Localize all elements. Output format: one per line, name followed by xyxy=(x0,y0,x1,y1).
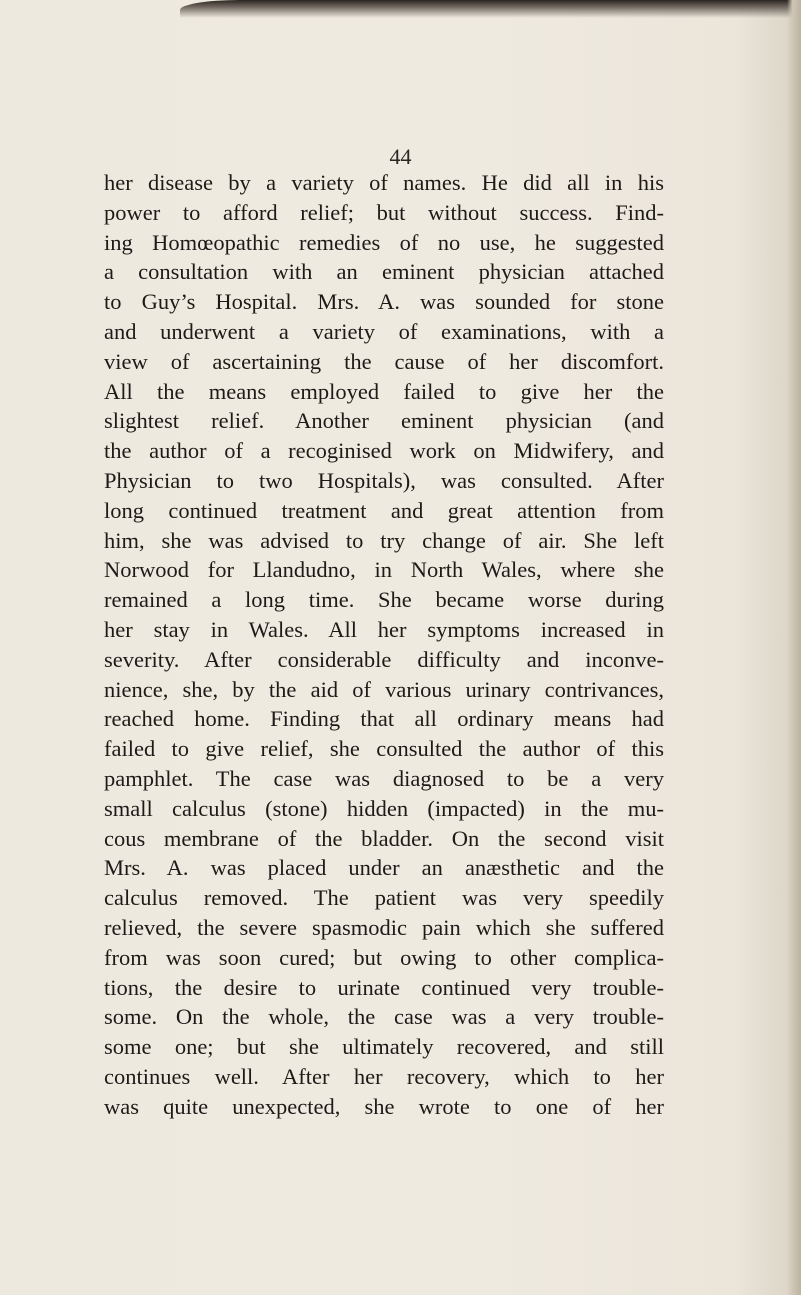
text-line: calculus removed. The patient was very speedily xyxy=(104,885,664,911)
body-text xyxy=(104,168,664,1122)
text-line: to Guy’s Hospital. Mrs. A. was sounded for stone xyxy=(104,289,664,315)
text-line: her stay in Wales. All her symptoms increased in xyxy=(104,616,664,642)
text-line: failed to give relief, she consulted the author of this xyxy=(104,736,664,762)
text-line: and underwent a variety of examinations, with a xyxy=(104,318,664,344)
text-line: relieved, the severe spasmodic pain which she suffered xyxy=(104,914,664,940)
text-line: ing Homœopathic remedies of no use, he suggested xyxy=(104,229,664,255)
text-line: continues well. After her recovery, which to her xyxy=(104,1063,664,1089)
text-line: small calculus (stone) hidden (impacted) in the mu- xyxy=(104,795,664,821)
text-line: view of ascertaining the cause of her discomfort. xyxy=(104,348,664,374)
text-line: slightest relief. Another eminent physician (and xyxy=(104,408,664,434)
page-right-edge xyxy=(787,0,801,1295)
text-line: All the means employed failed to give her the xyxy=(104,378,664,404)
text-line: Norwood for Llandudno, in North Wales, where she xyxy=(104,557,664,583)
text-line: him, she was advised to try change of air. She left xyxy=(104,527,664,553)
page-top-shadow xyxy=(180,0,801,18)
text-line: was quite unexpected, she wrote to one of her xyxy=(104,1093,664,1119)
text-line: the author of a recoginised work on Midwifery, and xyxy=(104,438,664,464)
text-line: tions, the desire to urinate continued very trouble- xyxy=(104,974,664,1000)
text-line: remained a long time. She became worse during xyxy=(104,587,664,613)
text-line: her disease by a variety of names. He did all in his xyxy=(104,170,664,195)
text-line: Physician to two Hospitals), was consulted. After xyxy=(104,467,664,493)
text-line: some one; but she ultimately recovered, and still xyxy=(104,1034,664,1060)
text-line: severity. After considerable difficulty and inconve- xyxy=(104,646,664,672)
text-line: a consultation with an eminent physician attached xyxy=(104,259,664,285)
text-line: nience, she, by the aid of various urinary contrivances, xyxy=(104,676,664,702)
text-line: power to afford relief; but without success. Find- xyxy=(104,199,664,225)
text-line: long continued treatment and great attention from xyxy=(104,497,664,523)
text-line: pamphlet. The case was diagnosed to be a very xyxy=(104,765,664,791)
text-line: reached home. Finding that all ordinary means had xyxy=(104,706,664,732)
text-line: from was soon cured; but owing to other complica- xyxy=(104,944,664,970)
page-number: 44 xyxy=(389,144,412,169)
text-line: cous membrane of the bladder. On the second visit xyxy=(104,825,664,851)
text-line: some. On the whole, the case was a very trouble- xyxy=(104,1004,664,1030)
text-line: Mrs. A. was placed under an anæsthetic and the xyxy=(104,855,664,881)
